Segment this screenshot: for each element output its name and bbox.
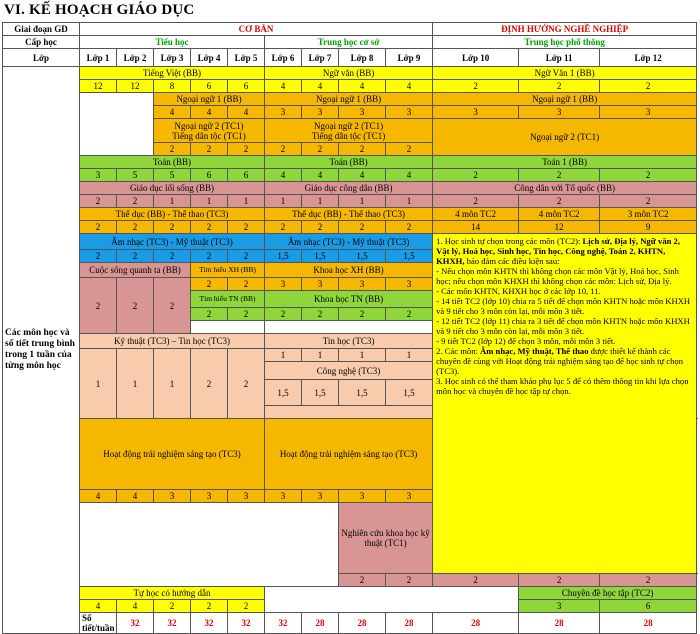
subject-mon-tc2: 4 môn TC2 (519, 208, 600, 221)
value-cell: 2 (386, 574, 433, 587)
value-cell: 2 (339, 574, 386, 587)
subject-ngoai-ngu-2: Ngoại ngữ 2 (TC1) (433, 119, 697, 156)
value-cell: 2 (265, 308, 302, 321)
empty-cell (265, 321, 433, 334)
subject-khoa-hoc-tn: Khoa học TN (BB) (265, 291, 433, 308)
value-cell: 3 (339, 106, 386, 119)
value-cell: 3 (265, 278, 302, 291)
total-cell: 32 (265, 613, 302, 634)
subject-cong-dan-to-quoc: Công dân với Tổ quốc (BB) (433, 182, 697, 195)
value-cell: 4 (80, 600, 117, 613)
value-cell: 1,5 (302, 250, 339, 263)
empty-cell (80, 503, 339, 587)
value-cell: 3 (265, 106, 302, 119)
side-label: Các môn học và số tiết trung bình trong 1 tuần của từng môn học (3, 67, 80, 634)
empty-cell (265, 406, 433, 419)
value-cell: 1 (265, 195, 302, 208)
value-cell: 2 (339, 221, 386, 234)
value-cell: 4 (339, 80, 386, 93)
total-cell: 32 (154, 613, 191, 634)
grade-header: Lớp 2 (117, 49, 154, 67)
value-cell: 6 (228, 169, 265, 182)
value-cell: 2 (600, 169, 697, 182)
value-cell: 3 (302, 278, 339, 291)
note-item: - Các môn KHTN, KHXH học ở các lớp 10, 11. (436, 286, 601, 296)
value-cell: 2 (265, 221, 302, 234)
subject-hoat-dong-trai-nghiem: Hoạt động trải nghiệm sáng tạo (TC3) (265, 419, 433, 490)
notes-block (433, 234, 697, 574)
subject-mon-tc2: 4 môn TC2 (433, 208, 519, 221)
value-cell: 4 (117, 490, 154, 503)
value-cell: 1,5 (339, 250, 386, 263)
value-cell: 2 (600, 80, 697, 93)
value-cell: 2 (265, 143, 302, 156)
header-thcs: Trung học cơ sở (265, 36, 433, 49)
subject-ngu-van: Ngữ văn (BB) (265, 67, 433, 80)
value-cell: 14 (433, 221, 519, 234)
value-cell: 2 (80, 221, 117, 234)
value-cell: 2 (191, 349, 228, 419)
subject-nghien-cuu-khoa-hoc: Nghiên cứu khoa học kỹ thuật (TC1) (339, 503, 433, 574)
value-cell: 3 (228, 490, 265, 503)
value-cell: 1 (339, 195, 386, 208)
value-cell: 6 (191, 80, 228, 93)
value-cell: 1 (154, 195, 191, 208)
value-cell: 3 (302, 106, 339, 119)
subject-tin-hoc: Tin học (TC3) (265, 334, 433, 349)
subject-ngoai-ngu-2: Ngoại ngữ 2 (TC1) (174, 120, 244, 131)
total-cell: 28 (339, 613, 386, 634)
value-cell: 1,5 (265, 380, 302, 406)
subject-cong-nghe: Công nghệ (TC3) (265, 362, 433, 380)
note-item: 3. Học sinh có thể tham khảo phụ lục 5 để có thêm thông tin khi lựa chọn môn học và chuyên đề học tập tự chọn. (436, 376, 689, 396)
value-cell: 3 (386, 106, 433, 119)
value-cell: 5 (154, 169, 191, 182)
value-cell: 2 (228, 143, 265, 156)
subject-tieng-viet: Tiếng Việt (BB) (80, 67, 265, 80)
subject-khoa-hoc-xh: Khoa học XH (BB) (265, 263, 433, 278)
grade-header: Lớp 9 (386, 49, 433, 67)
note-item: - 12 tiết TC2 (lớp 11) chia ra 3 tiết để chọn môn KHTN hoặc môn KHXH và 9 tiết cho 3 môn còn lại, mỗi môn 3 tiết. (436, 316, 690, 336)
note-item: - 9 tiết TC2 (lớp 12) để chọn 3 môn, mỗi môn 3 tiết. (436, 336, 616, 346)
value-cell: 2 (117, 250, 154, 263)
subject-hoat-dong-trai-nghiem: Hoạt động trải nghiệm sáng tạo (TC3) (80, 419, 265, 490)
subject-the-duc: Thể dục (BB) - Thể thao (TC3) (265, 208, 433, 221)
value-cell: 2 (600, 574, 697, 587)
value-cell: 2 (191, 278, 228, 291)
subject-tu-hoc: Tự học có hướng dẫn (80, 587, 265, 600)
total-cell: 28 (600, 613, 697, 634)
value-cell: 2 (339, 143, 386, 156)
header-co-ban: CƠ BẢN (80, 23, 433, 36)
value-cell: 1 (191, 195, 228, 208)
value-cell: 2 (191, 600, 228, 613)
grade-header: Lớp 3 (154, 49, 191, 67)
value-cell: 2 (600, 195, 697, 208)
subject-giao-duc-cong-dan: Giáo dục công dân (BB) (265, 182, 433, 195)
value-cell: 6 (191, 169, 228, 182)
subject-tim-hieu-tn: Tìm hiểu TN (BB) (191, 291, 265, 308)
value-cell: 2 (433, 195, 519, 208)
value-cell: 2 (228, 278, 265, 291)
value-cell: 2 (154, 250, 191, 263)
value-cell: 2 (117, 221, 154, 234)
value-cell: 1,5 (339, 380, 386, 406)
value-cell: 4 (302, 80, 339, 93)
value-cell: 9 (600, 221, 697, 234)
header-dinh-huong: ĐỊNH HƯỚNG NGHỀ NGHIỆP (433, 23, 697, 36)
subject-toan: Toán (BB) (80, 156, 265, 169)
header-cap-hoc: Cấp học (3, 36, 80, 49)
value-cell: 8 (154, 80, 191, 93)
value-cell: 2 (154, 143, 191, 156)
subject-ngoai-ngu-1: Ngoại ngữ 1 (BB) (154, 93, 265, 106)
header-lop: Lớp (3, 49, 80, 67)
value-cell: 2 (154, 221, 191, 234)
value-cell: 2 (228, 600, 265, 613)
value-cell: 4 (154, 106, 191, 119)
value-cell: 2 (191, 250, 228, 263)
value-cell: 2 (302, 308, 339, 321)
subject-toan: Toán (BB) (265, 156, 433, 169)
total-cell: 28 (433, 613, 519, 634)
value-cell: 2 (117, 195, 154, 208)
education-plan-table (2, 22, 697, 634)
value-cell: 2 (302, 143, 339, 156)
value-cell: 12 (117, 80, 154, 93)
value-cell: 4 (191, 106, 228, 119)
subject-ngu-van-1: Ngữ Văn 1 (BB) (433, 67, 697, 80)
note-item: 1. Học sinh tự chọn trong các môn (TC2): Lịch sử, Địa lý, Ngữ văn 2, Vật lý, Hoá học, Sinh học, Tin học, Công nghệ, Toán 2, KHTN, KHXH, bảo đảm các điều kiện sau: (436, 236, 681, 266)
subject-the-duc: Thể dục (BB) - Thể thao (TC3) (80, 208, 265, 221)
value-cell: 1,5 (386, 250, 433, 263)
value-cell: 1 (302, 195, 339, 208)
value-cell: 2 (191, 143, 228, 156)
header-giai-doan: Giai đoạn GD (3, 23, 80, 36)
value-cell: 4 (339, 169, 386, 182)
subject-chuyen-de: Chuyên đề học tập (TC2) (519, 587, 697, 600)
value-cell: 2 (386, 308, 433, 321)
value-cell: 3 (519, 106, 600, 119)
value-cell: 2 (519, 80, 600, 93)
value-cell: 2 (519, 169, 600, 182)
subject-am-nhac-my-thuat: Âm nhạc (TC3) - Mỹ thuật (TC3) (80, 234, 265, 250)
value-cell: 4 (386, 80, 433, 93)
subject-ngoai-ngu-1: Ngoại ngữ 1 (BB) (265, 93, 433, 106)
subject-toan-1: Toán 1 (BB) (433, 156, 697, 169)
value-cell: 2 (228, 349, 265, 419)
subject-mon-tc2: 3 môn TC2 (600, 208, 697, 221)
total-cell: 28 (302, 613, 339, 634)
grade-header: Lớp 8 (339, 49, 386, 67)
grade-header: Lớp 11 (519, 49, 600, 67)
total-cell: 32 (117, 613, 154, 634)
grade-header: Lớp 6 (265, 49, 302, 67)
subject-ngoai-ngu-1: Ngoại ngữ 1 (BB) (433, 93, 697, 106)
value-cell: 2 (80, 278, 117, 334)
value-cell: 6 (600, 600, 697, 613)
subject-tieng-dan-toc: Tiếng dân tộc (TC1) (172, 130, 246, 141)
value-cell: 12 (80, 80, 117, 93)
subject-ngoai-ngu-2: Ngoại ngữ 2 (TC1) (313, 120, 384, 131)
grade-header: Lớp 5 (228, 49, 265, 67)
value-cell: 1 (154, 349, 191, 419)
value-cell: 2 (386, 221, 433, 234)
note-item: - Nếu chọn môn KHTN thì không chọn các môn Vật lý, Hoá học, Sinh học; nếu chọn môn KHXH thì không chọn các môn: Lịch sử, Địa lý. (436, 266, 679, 286)
value-cell: 4 (80, 490, 117, 503)
empty-cell (80, 93, 154, 156)
value-cell: 2 (154, 600, 191, 613)
total-cell: 28 (519, 613, 600, 634)
value-cell: 2 (519, 195, 600, 208)
note-item: - 14 tiết TC2 (lớp 10) chia ra 5 tiết để chọn môn KHTN hoặc môn KHXH và 9 tiết cho 3 môn còn lại, mỗi môn 3 tiết. (436, 296, 691, 316)
value-cell: 2 (433, 574, 519, 587)
total-label: Số tiết/tuần (80, 613, 117, 634)
value-cell: 3 (265, 490, 302, 503)
subject-tim-hieu-xh: Tìm hiểu XH (BB) (191, 263, 265, 278)
grade-header: Lớp 1 (80, 49, 117, 67)
value-cell: 3 (386, 278, 433, 291)
value-cell: 3 (302, 490, 339, 503)
value-cell: 2 (228, 250, 265, 263)
value-cell: 3 (339, 490, 386, 503)
value-cell: 4 (265, 80, 302, 93)
value-cell: 3 (154, 490, 191, 503)
value-cell: 2 (80, 195, 117, 208)
value-cell: 3 (386, 490, 433, 503)
subject-giao-duc-loi-song: Giáo dục lối sống (BB) (80, 182, 265, 195)
grade-header: Lớp 12 (600, 49, 697, 67)
empty-cell (191, 321, 265, 334)
subject-am-nhac-my-thuat: Âm nhạc (TC3) - Mỹ thuật (TC3) (265, 234, 433, 250)
subject-ngoai-ngu-2-tieng-dan-toc (265, 119, 433, 143)
value-cell: 3 (519, 600, 600, 613)
value-cell: 1 (302, 349, 339, 362)
value-cell: 1 (386, 195, 433, 208)
value-cell: 4 (117, 600, 154, 613)
value-cell: 12 (519, 221, 600, 234)
value-cell: 1 (80, 349, 117, 419)
value-cell: 1 (386, 349, 433, 362)
value-cell: 2 (386, 143, 433, 156)
value-cell: 3 (339, 278, 386, 291)
value-cell: 1,5 (386, 380, 433, 406)
value-cell: 3 (600, 106, 697, 119)
value-cell: 1 (228, 195, 265, 208)
value-cell: 4 (386, 169, 433, 182)
subject-ky-thuat-tin-hoc: Kỹ thuật (TC3) – Tin học (TC3) (80, 334, 265, 349)
note-item: 2. Các môn: Âm nhạc, Mỹ thuật, Thể thao được thiết kế thành các chuyên đề cùng với Hoạt động trải nghiệm sáng tạo để học sinh tự chọn (TC3). (436, 346, 684, 376)
value-cell: 2 (302, 221, 339, 234)
value-cell: 4 (302, 169, 339, 182)
value-cell: 2 (191, 221, 228, 234)
value-cell: 2 (433, 80, 519, 93)
value-cell: 3 (80, 169, 117, 182)
grade-header: Lớp 10 (433, 49, 519, 67)
value-cell: 1,5 (265, 250, 302, 263)
value-cell: 2 (519, 574, 600, 587)
value-cell: 2 (433, 169, 519, 182)
subject-tieng-dan-toc: Tiếng dân tộc (TC1) (311, 130, 386, 141)
value-cell: 1 (117, 349, 154, 419)
header-thpt: Trung học phổ thông (433, 36, 697, 49)
value-cell: 4 (228, 106, 265, 119)
value-cell: 2 (117, 278, 154, 334)
grade-header: Lớp 4 (191, 49, 228, 67)
value-cell: 3 (191, 490, 228, 503)
value-cell: 6 (228, 80, 265, 93)
subject-ngoai-ngu-2-tieng-dan-toc (154, 119, 265, 143)
value-cell: 2 (80, 250, 117, 263)
header-tieu-hoc: Tiểu học (80, 36, 265, 49)
value-cell: 2 (154, 278, 191, 334)
value-cell: 2 (228, 308, 265, 321)
subject-cuoc-song-quanh-ta: Cuộc sống quanh ta (BB) (80, 263, 191, 278)
page-title: VI. KẾ HOẠCH GIÁO DỤC (4, 2, 195, 18)
total-cell: 28 (386, 613, 433, 634)
value-cell: 5 (117, 169, 154, 182)
value-cell: 1,5 (302, 380, 339, 406)
total-cell: 32 (228, 613, 265, 634)
value-cell: 2 (191, 308, 228, 321)
value-cell: 1 (265, 349, 302, 362)
value-cell: 1 (339, 349, 386, 362)
value-cell: 3 (433, 106, 519, 119)
total-cell: 32 (191, 613, 228, 634)
value-cell: 2 (228, 221, 265, 234)
empty-cell (265, 587, 519, 613)
grade-header: Lớp 7 (302, 49, 339, 67)
value-cell: 2 (339, 308, 386, 321)
value-cell: 4 (265, 169, 302, 182)
